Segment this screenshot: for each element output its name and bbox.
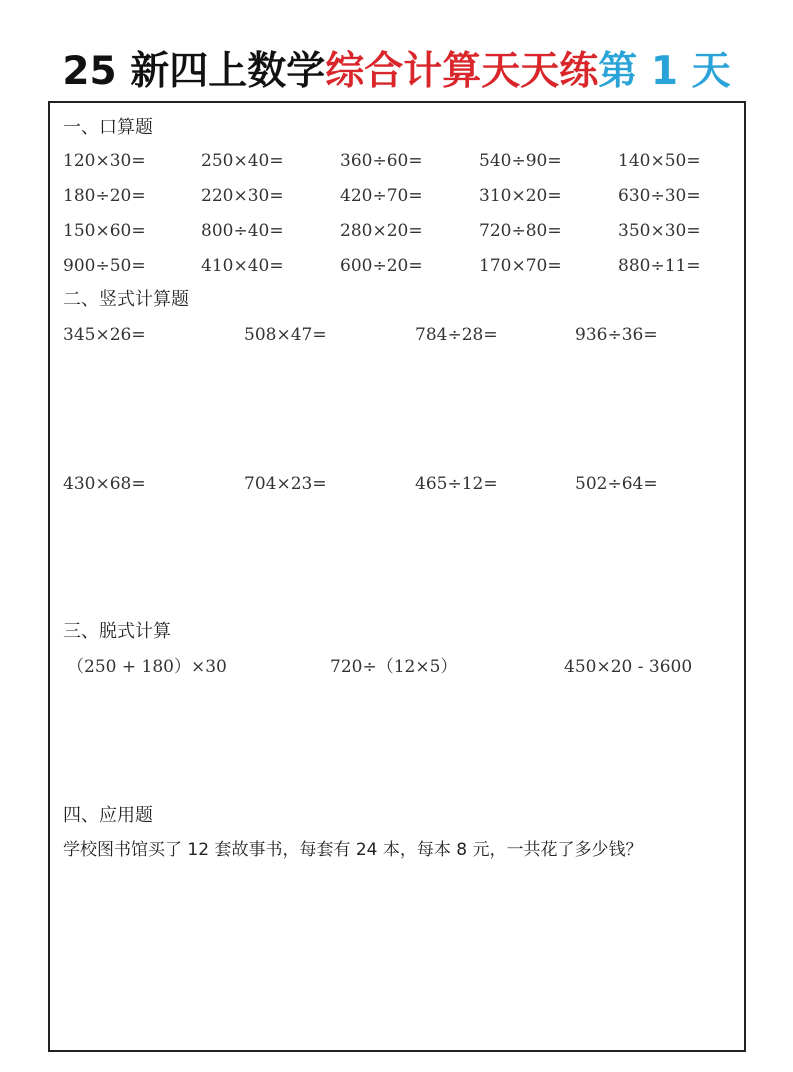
mental-math-item: 420÷70= xyxy=(340,186,423,206)
stepwise-calc-item: 720÷（12×5） xyxy=(330,657,458,677)
section-3-heading: 三、脱式计算 xyxy=(63,621,171,642)
mental-math-item: 410×40= xyxy=(201,256,284,276)
title-part-1: 25 新四上数学 xyxy=(62,49,326,94)
mental-math-item: 180÷20= xyxy=(63,186,146,206)
column-calc-item: 936÷36= xyxy=(575,325,658,345)
column-calc-item: 465÷12= xyxy=(415,474,498,494)
mental-math-item: 250×40= xyxy=(201,151,284,171)
mental-math-item: 120×30= xyxy=(63,151,146,171)
mental-math-item: 360÷60= xyxy=(340,151,423,171)
section-2-heading: 二、竖式计算题 xyxy=(63,289,189,310)
page-title xyxy=(0,44,793,100)
mental-math-item: 220×30= xyxy=(201,186,284,206)
mental-math-item: 170×70= xyxy=(479,256,562,276)
mental-math-item: 630÷30= xyxy=(618,186,701,206)
title-part-2: 综合计算天天练 xyxy=(325,49,599,94)
column-calc-item: 502÷64= xyxy=(575,474,658,494)
mental-math-item: 280×20= xyxy=(340,221,423,241)
stepwise-calc-item: 450×20 - 3600 xyxy=(564,657,693,677)
mental-math-item: 310×20= xyxy=(479,186,562,206)
section-1-heading: 一、口算题 xyxy=(63,117,153,138)
column-calc-item: 430×68= xyxy=(63,474,146,494)
mental-math-item: 900÷50= xyxy=(63,256,146,276)
mental-math-item: 150×60= xyxy=(63,221,146,241)
mental-math-item: 600÷20= xyxy=(340,256,423,276)
column-calc-item: 345×26= xyxy=(63,325,146,345)
mental-math-item: 800÷40= xyxy=(201,221,284,241)
mental-math-item: 540÷90= xyxy=(479,151,562,171)
column-calc-item: 508×47= xyxy=(244,325,327,345)
column-calc-item: 704×23= xyxy=(244,474,327,494)
mental-math-item: 720÷80= xyxy=(479,221,562,241)
section-4-heading: 四、应用题 xyxy=(63,805,153,826)
title-part-3: 第 1 天 xyxy=(598,49,731,94)
mental-math-item: 140×50= xyxy=(618,151,701,171)
mental-math-item: 880÷11= xyxy=(618,256,701,276)
word-problem-text: 学校图书馆买了 12 套故事书，每套有 24 本，每本 8 元，一共花了多少钱？ xyxy=(63,840,643,860)
column-calc-item: 784÷28= xyxy=(415,325,498,345)
stepwise-calc-item: （250 + 180）×30 xyxy=(67,657,227,677)
mental-math-item: 350×30= xyxy=(618,221,701,241)
